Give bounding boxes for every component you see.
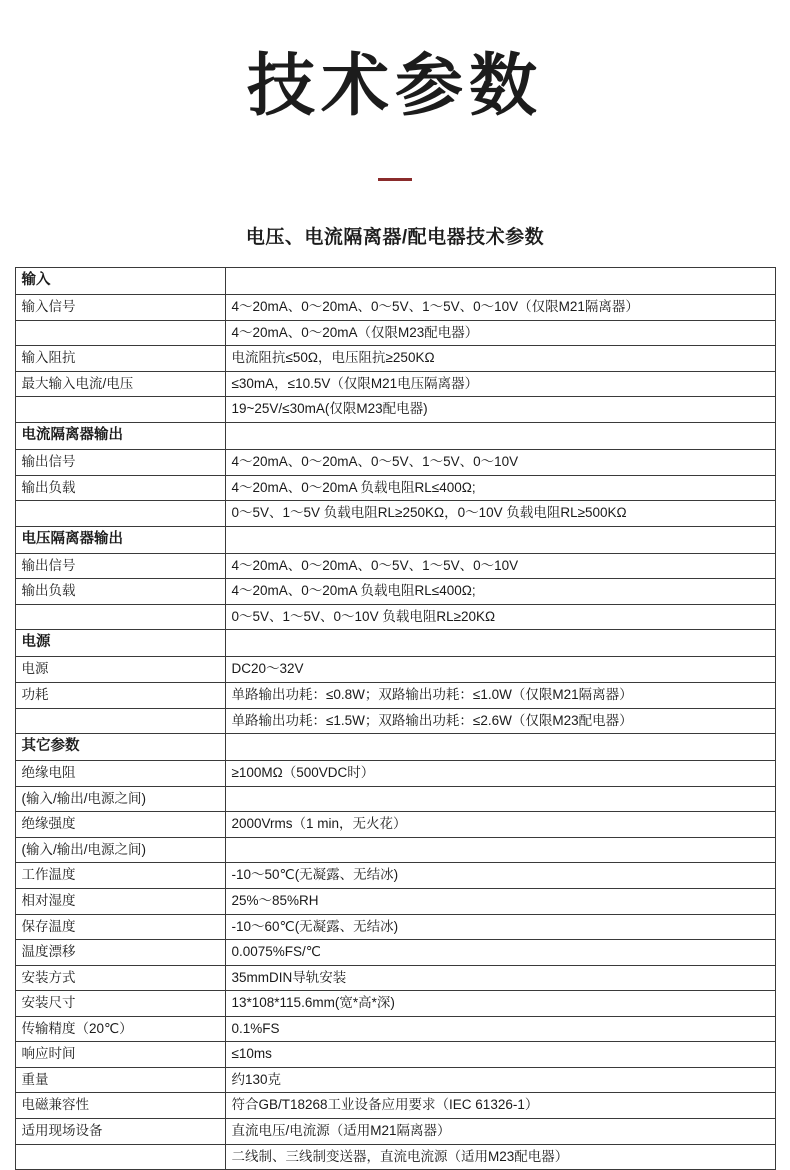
row-value: DC20～32V [225,657,775,683]
table-row [15,526,775,553]
row-value: 单路输出功耗：≤0.8W；双路输出功耗：≤1.0W（仅限M21隔离器） [225,683,775,709]
row-value: 4～20mA、0～20mA、0～5V、1～5V、0～10V（仅限M21隔离器） [225,295,775,321]
row-label [15,1144,225,1170]
row-label: 安装尺寸 [15,991,225,1017]
row-value: 4～20mA、0～20mA 负载电阻RL≤400Ω; [225,579,775,605]
table-row [15,888,775,914]
table-row [15,786,775,812]
row-label: 工作温度 [15,863,225,889]
table-row [15,683,775,709]
section-heading: 输入 [15,268,225,295]
table-row [15,1067,775,1093]
table-row [15,863,775,889]
row-value [225,734,775,761]
row-label: 绝缘电阻 [15,761,225,787]
section-heading: 其它参数 [15,734,225,761]
row-value: 35mmDIN导轨安装 [225,965,775,991]
row-label: 输出信号 [15,450,225,476]
row-value: 符合GB/T18268工业设备应用要求（IEC 61326-1） [225,1093,775,1119]
table-row [15,965,775,991]
row-value: 4～20mA、0～20mA、0～5V、1～5V、0～10V [225,553,775,579]
row-label: 功耗 [15,683,225,709]
row-value: 0～5V、1～5V、0～10V 负载电阻RL≥20KΩ [225,604,775,630]
row-value: -10～50℃(无凝露、无结冰) [225,863,775,889]
row-value [225,786,775,812]
row-label: 传输精度（20℃） [15,1016,225,1042]
table-row [15,991,775,1017]
page-subtitle: 电压、电流隔离器/配电器技术参数 [245,227,545,249]
row-label [15,604,225,630]
row-label: (输入/输出/电源之间) [15,837,225,863]
table-row [15,734,775,761]
row-label: 输入信号 [15,295,225,321]
table-row [15,940,775,966]
title-divider-wrap [0,168,790,186]
row-label: 安装方式 [15,965,225,991]
row-label: (输入/输出/电源之间) [15,786,225,812]
row-value: 电流阻抗≤50Ω，电压阻抗≥250KΩ [225,346,775,372]
title-divider [378,178,412,181]
row-label: 适用现场设备 [15,1119,225,1145]
table-row [15,320,775,346]
row-label [15,320,225,346]
table-row [15,837,775,863]
page-title: 技术参数 [246,47,543,126]
row-label [15,708,225,734]
row-value: 13*108*115.6mm(宽*高*深) [225,991,775,1017]
row-label: 电源 [15,657,225,683]
table-row [15,295,775,321]
table-row [15,914,775,940]
table-row [15,630,775,657]
table-row [15,423,775,450]
row-value [225,630,775,657]
table-row [15,450,775,476]
table-row [15,371,775,397]
row-label [15,397,225,423]
row-value: 4～20mA、0～20mA（仅限M23配电器） [225,320,775,346]
row-value: 约130克 [225,1067,775,1093]
row-value [225,423,775,450]
row-value [225,526,775,553]
table-row [15,346,775,372]
table-row [15,268,775,295]
row-label: 输出负载 [15,475,225,501]
row-label: 最大输入电流/电压 [15,371,225,397]
table-row [15,1042,775,1068]
row-value: ≤10ms [225,1042,775,1068]
table-row [15,1119,775,1145]
table-row [15,708,775,734]
table-row [15,475,775,501]
row-value: 25%～85%RH [225,888,775,914]
row-label: 输出信号 [15,553,225,579]
row-label: 输出负载 [15,579,225,605]
row-label: 重量 [15,1067,225,1093]
row-value: 4～20mA、0～20mA、0～5V、1～5V、0～10V [225,450,775,476]
row-value: 19~25V/≤30mA(仅限M23配电器) [225,397,775,423]
row-label: 温度漂移 [15,940,225,966]
table-row [15,812,775,838]
table-row [15,1144,775,1170]
table-row [15,1016,775,1042]
row-label: 相对湿度 [15,888,225,914]
table-row [15,579,775,605]
row-value: 0～5V、1～5V 负载电阻RL≥250KΩ，0～10V 负载电阻RL≥500KΩ [225,501,775,527]
table-row [15,397,775,423]
row-value: 4～20mA、0～20mA 负载电阻RL≤400Ω; [225,475,775,501]
row-label: 电磁兼容性 [15,1093,225,1119]
spec-table [15,267,776,1170]
row-value: -10～60℃(无凝露、无结冰) [225,914,775,940]
row-label [15,501,225,527]
section-heading: 电流隔离器输出 [15,423,225,450]
row-value: ≤30mA，≤10.5V（仅限M21电压隔离器） [225,371,775,397]
row-label: 保存温度 [15,914,225,940]
row-value: 0.0075%FS/℃ [225,940,775,966]
row-value [225,837,775,863]
row-label: 输入阻抗 [15,346,225,372]
table-row [15,761,775,787]
table-row [15,604,775,630]
section-heading: 电源 [15,630,225,657]
row-value: 2000Vrms（1 min，无火花） [225,812,775,838]
table-row [15,501,775,527]
row-value [225,268,775,295]
row-label: 绝缘强度 [15,812,225,838]
row-value: 0.1%FS [225,1016,775,1042]
row-value: 二线制、三线制变送器，直流电流源（适用M23配电器） [225,1144,775,1170]
row-value: 单路输出功耗：≤1.5W；双路输出功耗：≤2.6W（仅限M23配电器） [225,708,775,734]
row-value: 直流电压/电流源（适用M21隔离器） [225,1119,775,1145]
spec-table-body [15,268,775,1170]
table-row [15,657,775,683]
section-heading: 电压隔离器输出 [15,526,225,553]
row-value: ≥100MΩ（500VDC时） [225,761,775,787]
row-label: 响应时间 [15,1042,225,1068]
table-row [15,553,775,579]
table-row [15,1093,775,1119]
